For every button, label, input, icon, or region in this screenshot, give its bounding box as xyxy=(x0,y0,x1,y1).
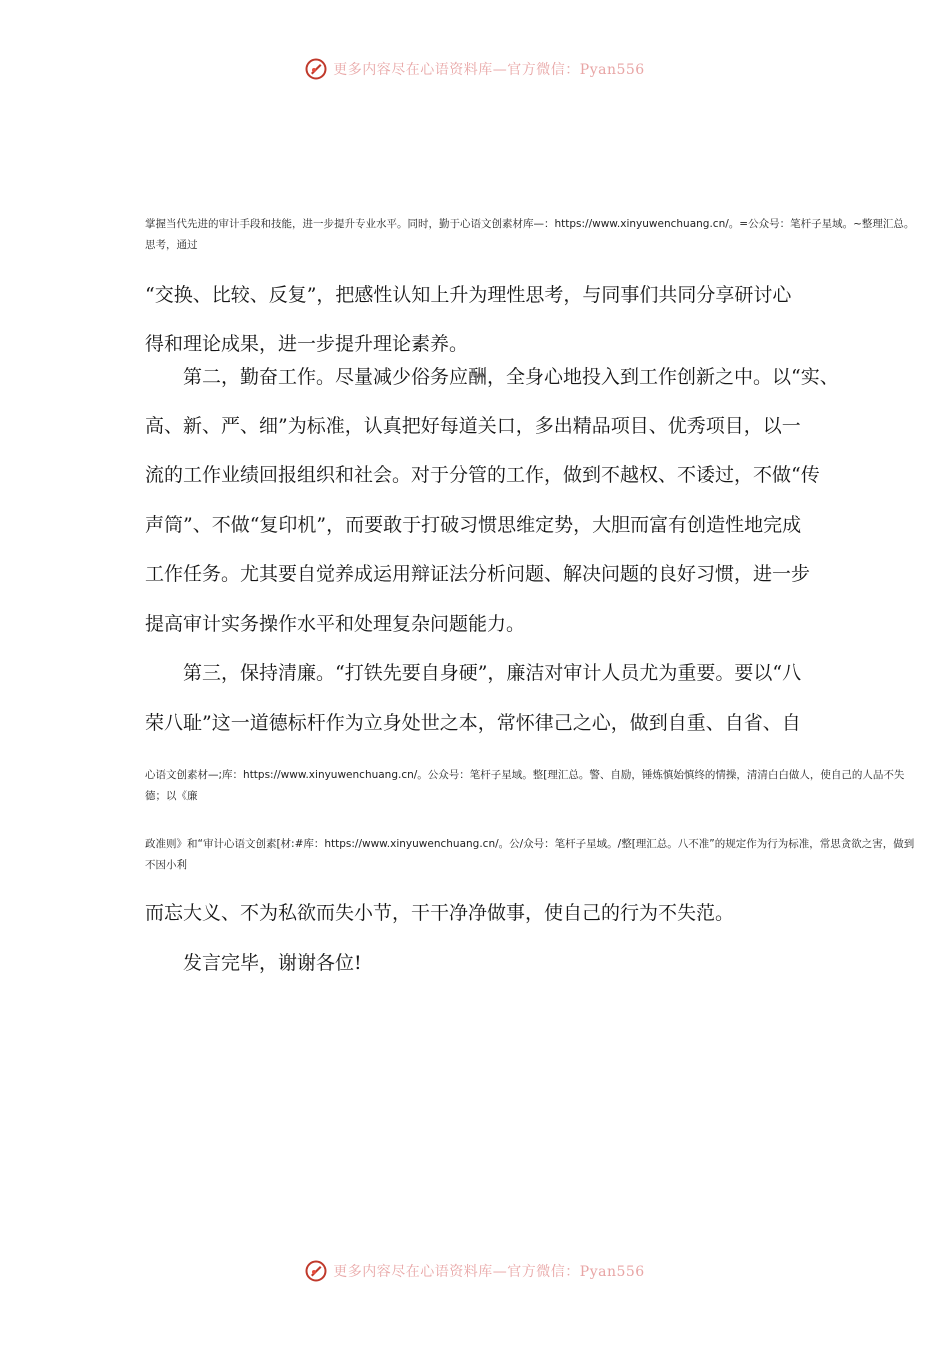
body-line: 而忘大义、不为私欲而失小节，干干净净做事，使自己的行为不失范。 xyxy=(145,902,735,924)
banner-text: 更多内容尽在心语资料库—官方微信：Pyan556 xyxy=(333,1264,645,1280)
footer-banner xyxy=(0,1256,950,1286)
source-note-1: 掌握当代先进的审计手段和技能，进一步提升专业水平。同时，勤于心语文创素材库—：https://www.xinyuwenchuang.cn/。=公众号：笔杆子星域。~整理汇总。思考，通过 xyxy=(145,218,915,251)
closing-line: 发言完毕，谢谢各位! xyxy=(183,952,362,974)
header-banner xyxy=(0,54,950,84)
body-line: 流的工作业绩回报组织和社会。对于分管的工作，做到不越权、不诿过，不做“传 xyxy=(145,464,820,486)
source-note-2: 心语文创素材—;库：https://www.xinyuwenchuang.cn/。公众号：笔杆子星域。整[理汇总。警、自励，锤炼慎始慎终的情操，清清白白做人，使自己的人品不失德；以《廉 xyxy=(145,769,905,802)
source-note-3: 政准则》和“审计心语文创素[材:#库：https://www.xinyuwenchuang.cn/。公/众号：笔杆子星域。/整[理汇总。八不准”的规定作为行为标准，常思贪欲之害，做到不因小利 xyxy=(145,838,915,871)
body-line: 高、新、严、细”为标准，认真把好每道关口，多出精品项目、优秀项目，以一 xyxy=(145,415,801,437)
body-line: 第二，勤奋工作。尽量减少俗务应酬，全身心地投入到工作创新之中。以“实、 xyxy=(183,366,839,388)
body-line: 荣八耻”这一道德标杆作为立身处世之本，常怀律己之心，做到自重、自省、自 xyxy=(145,712,801,734)
body-line: “交换、比较、反复”，把感性认知上升为理性思考，与同事们共同分享研讨心 xyxy=(145,284,792,306)
body-line: 工作任务。尤其要自觉养成运用辩证法分析问题、解决问题的良好习惯，进一步 xyxy=(145,563,811,585)
logo-icon xyxy=(305,58,327,80)
body-line: 得和理论成果，进一步提升理论素养。 xyxy=(145,333,469,355)
banner-text: 更多内容尽在心语资料库—官方微信：Pyan556 xyxy=(333,62,645,78)
body-line: 声筒”、不做“复印机”，而要敢于打破习惯思维定势，大胆而富有创造性地完成 xyxy=(145,514,802,536)
body-line: 提高审计实务操作水平和处理复杂问题能力。 xyxy=(145,613,526,635)
body-line: 第三，保持清廉。“打铁先要自身硬”，廉洁对审计人员尤为重要。要以“八 xyxy=(183,662,802,684)
logo-icon xyxy=(305,1260,327,1282)
